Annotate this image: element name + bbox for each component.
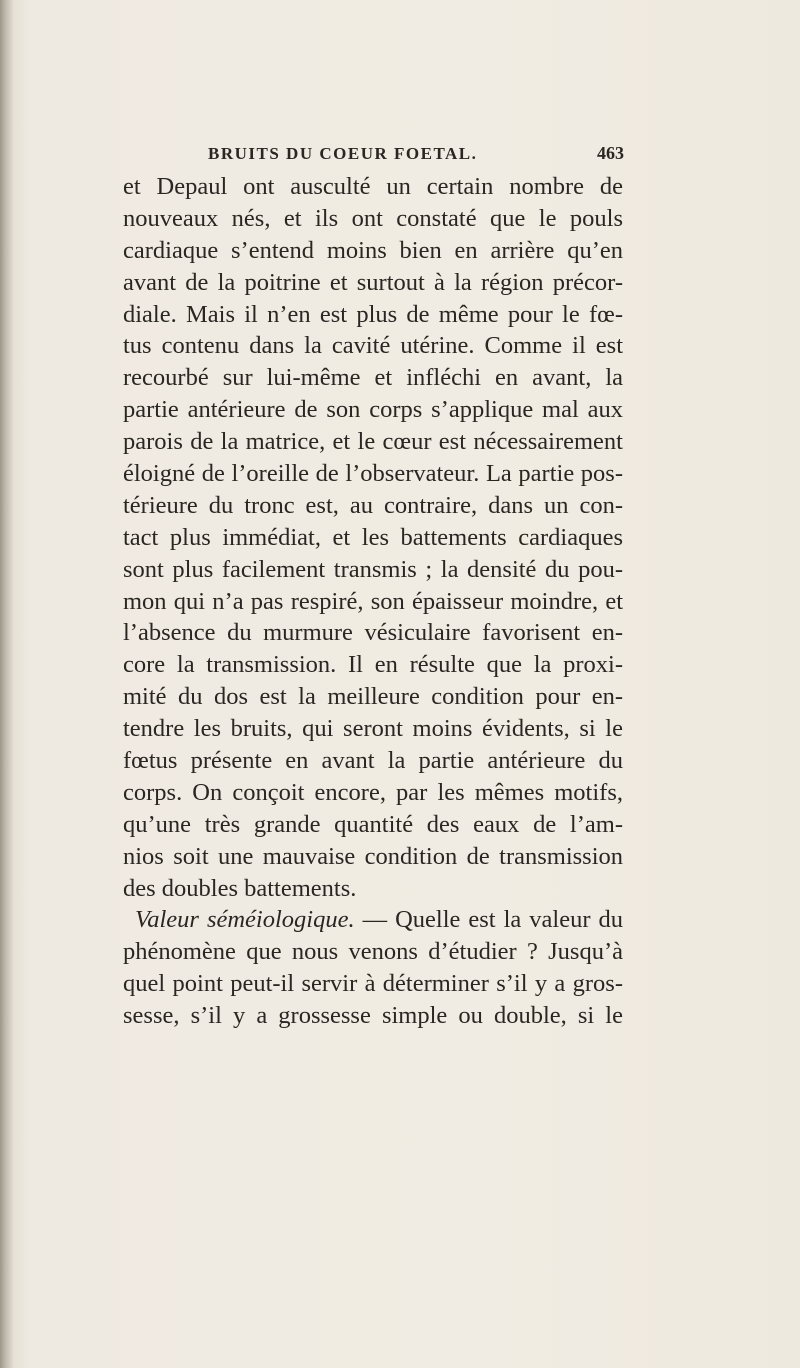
text-line: parois de la matrice, et le cœur est nécessairement <box>123 428 623 456</box>
text-line: tendre les bruits, qui seront moins évidents, si le <box>123 715 623 743</box>
section-line-lead: — Quelle est la valeur du <box>354 906 623 934</box>
text-line: core la transmission. Il en résulte que la proxi- <box>123 651 623 679</box>
text-line: corps. On conçoit encore, par les mêmes motifs, <box>123 778 623 806</box>
text-line: nouveaux nés, et ils ont constaté que le pouls <box>123 204 623 232</box>
page-header <box>208 143 624 167</box>
section-heading: Valeur séméiologique. <box>135 906 355 934</box>
text-line: et Depaul ont ausculté un certain nombre de <box>123 173 623 200</box>
text-line: éloigné de l’oreille de l’observateur. La partie pos- <box>123 460 623 488</box>
text-line: fœtus présente en avant la partie antérieure du <box>123 747 623 775</box>
text-line: cardiaque s’entend moins bien en arrière qu’en <box>123 236 623 264</box>
text-line: tact plus immédiat, et les battements cardiaques <box>123 523 623 551</box>
body-text <box>123 171 623 1032</box>
text-line: quel point peut-il servir à déterminer s’il y a gros- <box>123 970 623 998</box>
text-line: térieure du tronc est, au contraire, dans un con- <box>123 491 623 519</box>
text-line: mité du dos est la meilleure condition pour en- <box>123 683 623 711</box>
page-number: 463 <box>597 143 624 163</box>
text-line: sesse, s’il y a grossesse simple ou double, si le <box>123 1002 623 1030</box>
text-line: qu’une très grande quantité des eaux de l’am- <box>123 810 623 838</box>
text-line: avant de la poitrine et surtout à la région précor- <box>123 268 623 296</box>
section-first-line <box>123 904 623 936</box>
binding-gutter-shadow <box>0 0 14 1368</box>
text-line: sont plus facilement transmis ; la densité du pou- <box>123 555 623 583</box>
text-line: nios soit une mauvaise condition de transmission <box>123 842 623 870</box>
text-line: mon qui n’a pas respiré, son épaisseur moindre, et <box>123 587 623 615</box>
text-line: l’absence du murmure vésiculaire favorisent en- <box>123 619 623 647</box>
text-line: diale. Mais il n’en est plus de même pour le fœ- <box>123 300 623 328</box>
text-line: phénomène que nous venons d’étudier ? Jusqu’à <box>123 938 623 966</box>
text-line: partie antérieure de son corps s’applique mal aux <box>123 396 623 424</box>
text-line: recourbé sur lui-même et infléchi en avant, la <box>123 364 623 392</box>
running-title: BRUITS DU COEUR FOETAL. <box>208 144 478 163</box>
paragraph-end-line: des doubles battements. <box>123 874 357 902</box>
text-line: tus contenu dans la cavité utérine. Comme il est <box>123 332 623 360</box>
